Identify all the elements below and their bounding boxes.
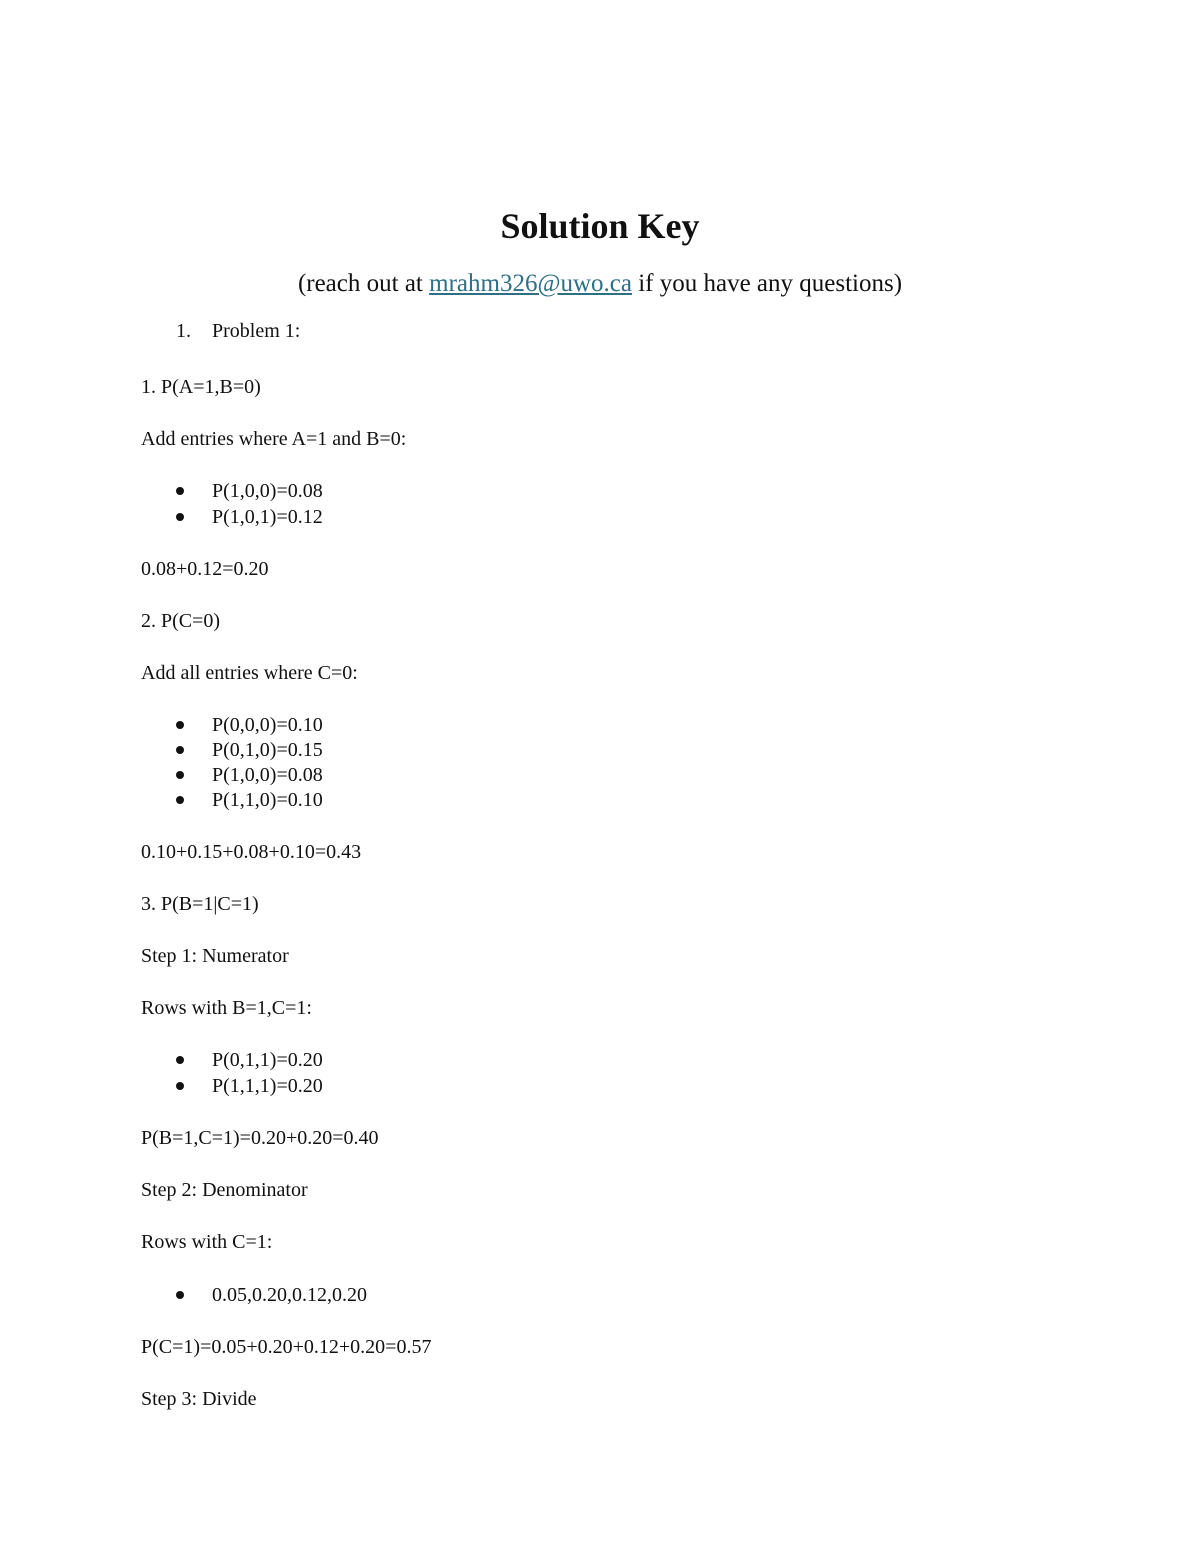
- bullet-icon: [176, 513, 184, 521]
- step3-heading: Step 3: Divide: [141, 1388, 257, 1410]
- bullet-icon: [176, 1291, 184, 1299]
- page-title: Solution Key: [500, 206, 700, 246]
- bullet-icon: [176, 1056, 184, 1064]
- list-item-text: P(0,1,1)=0.20: [212, 1049, 323, 1071]
- subtitle-prefix: (reach out at: [297, 270, 430, 297]
- list-item-text: P(1,0,0)=0.08: [212, 480, 323, 502]
- q2-result: 0.10+0.15+0.08+0.10=0.43: [141, 841, 362, 863]
- bullet-icon: [176, 721, 184, 729]
- list-number: 1.: [176, 320, 191, 342]
- step2-result: P(C=1)=0.05+0.20+0.12+0.20=0.57: [141, 1336, 432, 1358]
- contact-subtitle: [0, 268, 1200, 300]
- bullet-icon: [176, 796, 184, 804]
- list-item-text: P(0,0,0)=0.10: [212, 714, 323, 736]
- step1-rows: Rows with B=1,C=1:: [141, 997, 312, 1019]
- list-item-text: P(1,1,0)=0.10: [212, 789, 323, 811]
- step1-result: P(B=1,C=1)=0.20+0.20=0.40: [141, 1127, 379, 1149]
- list-item-text: P(1,1,1)=0.20: [212, 1075, 323, 1097]
- bullet-icon: [176, 487, 184, 495]
- q1-result: 0.08+0.12=0.20: [141, 558, 269, 580]
- q1-heading: 1. P(A=1,B=0): [141, 376, 261, 398]
- email-link[interactable]: mrahm326@uwo.ca: [429, 270, 632, 297]
- q2-heading: 2. P(C=0): [141, 610, 221, 632]
- list-item-text: P(1,0,0)=0.08: [212, 764, 323, 786]
- step2-heading: Step 2: Denominator: [141, 1179, 308, 1201]
- list-item-text: 0.05,0.20,0.12,0.20: [212, 1284, 367, 1306]
- step1-heading: Step 1: Numerator: [141, 945, 289, 967]
- list-label: Problem 1:: [212, 320, 301, 342]
- bullet-icon: [176, 771, 184, 779]
- bullet-icon: [176, 1082, 184, 1090]
- subtitle-suffix: if you have any questions): [631, 270, 903, 297]
- list-item-text: P(1,0,1)=0.12: [212, 506, 323, 528]
- list-item-text: P(0,1,0)=0.15: [212, 739, 323, 761]
- step2-rows: Rows with C=1:: [141, 1231, 273, 1253]
- q2-instruction: Add all entries where C=0:: [141, 662, 358, 684]
- bullet-icon: [176, 746, 184, 754]
- q1-instruction: Add entries where A=1 and B=0:: [141, 428, 407, 450]
- numbered-list-item: [176, 318, 300, 344]
- q3-heading: 3. P(B=1|C=1): [141, 893, 259, 915]
